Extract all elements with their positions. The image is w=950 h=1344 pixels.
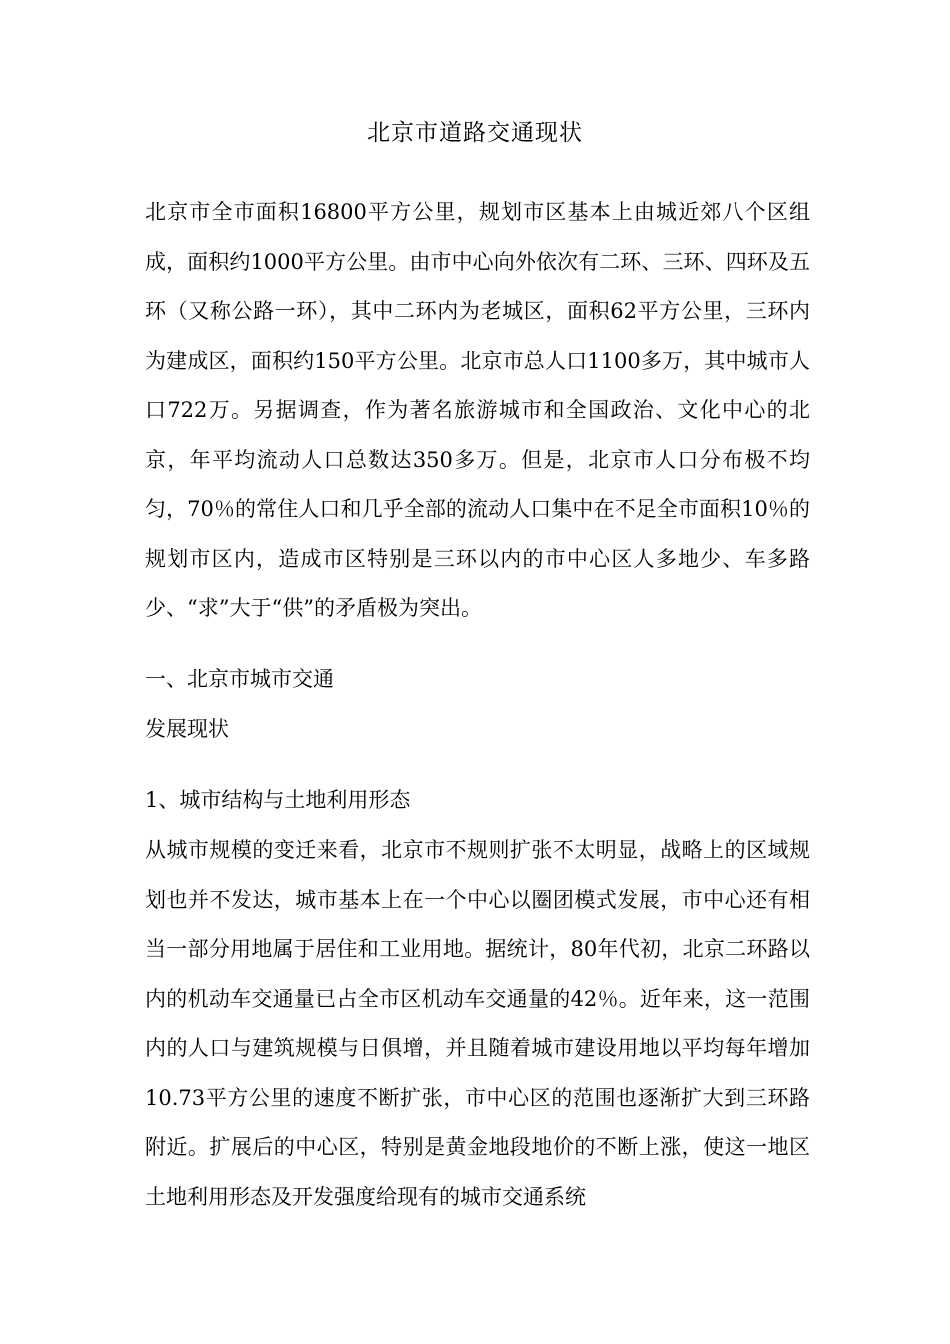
section-heading: 一、北京市城市交通 xyxy=(145,667,334,691)
intro-paragraph: 北京市全市面积16800平方公里，规划市区基本上由城近郊八个区组成，面积约1000平方公里。由市中心向外依次有二环、三环、四环及五环（又称公路一环），其中二环内为老城区，面积62平方公里，三环内为建成区，面积约150平方公里。北京市总人口1100多万，其中城市人口722万。另据调查，作为著名旅游城市和全国政治、文化中心的北京，年平均流动人口总数达350多万。但是，北京市人口分布极不均匀，70％的常住人口和几乎全部的流动人口集中在不足全市面积10％的规划市区内，造成市区特别是三环以内的市中心区人多地少、车多路少、“求”大于“供”的矛盾极为突出。 xyxy=(145,200,810,620)
subsection-paragraph: 从城市规模的变迁来看，北京市不规则扩张不太明显，战略上的区域规划也并不发达，城市基本上在一个中心以圈团模式发展，市中心还有相当一部分用地属于居住和工业用地。据统计，80年代初，北京二环路以内的机动车交通量已占全市区机动车交通量的42％。近年来，这一范围内的人口与建筑规模与日俱增，并且随着城市建设用地以平均每年增加10.73平方公里的速度不断扩张，市中心区的范围也逐渐扩大到三环路附近。扩展后的中心区，特别是黄金地段地价的不断上涨，使这一地区土地利用形态及开发强度给现有的城市交通系统 xyxy=(145,838,810,1209)
section-subheading: 发展现状 xyxy=(145,717,229,741)
document-title: 北京市道路交通现状 xyxy=(367,120,583,146)
subsection-heading: 1、城市结构与土地利用形态 xyxy=(145,788,411,812)
